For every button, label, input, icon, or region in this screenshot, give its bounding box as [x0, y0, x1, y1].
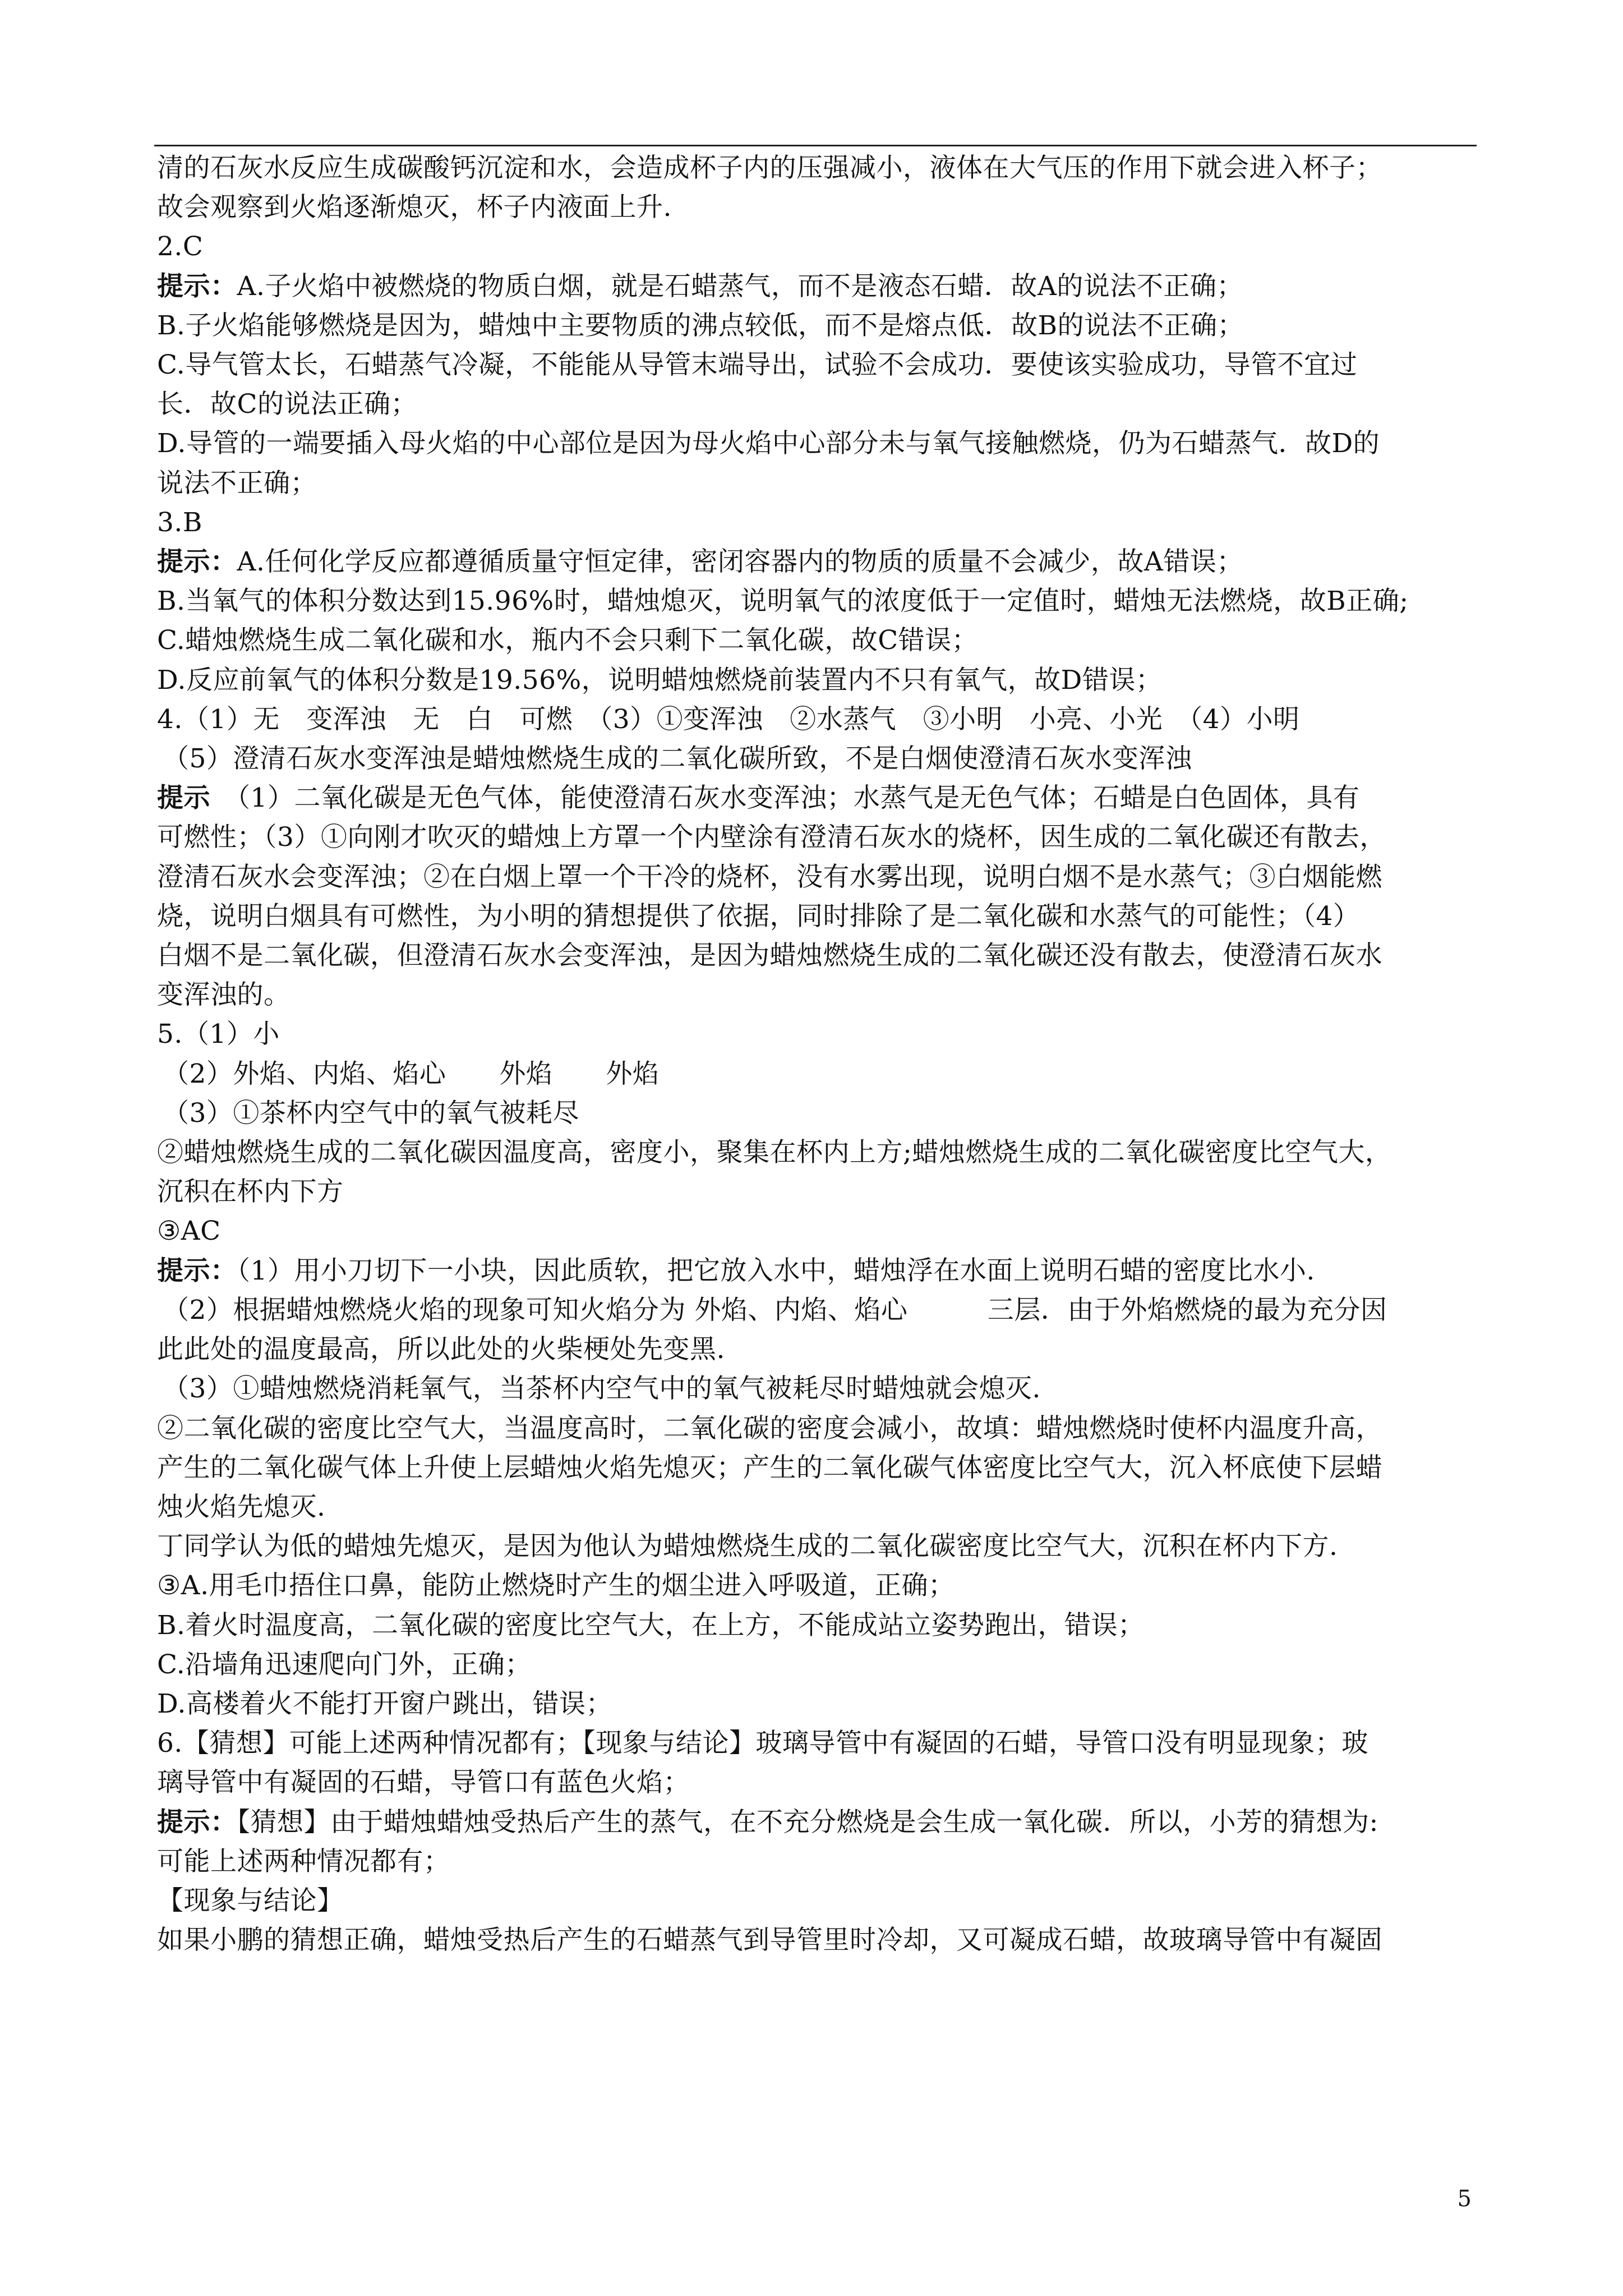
- line-text: （2）外焰、内焰、焰心 外焰 外焰: [163, 1058, 660, 1089]
- text-line: [157, 227, 1475, 266]
- text-line: [157, 1921, 1475, 1960]
- line-text: 白烟不是二氧化碳，但澄清石灰水会变浑浊，是因为蜡烛燃烧生成的二氧化碳还没有散去，使澄清石灰水: [157, 940, 1382, 972]
- line-text: 此此处的温度最高，所以此处的火柴梗处先变黑.: [157, 1334, 725, 1365]
- line-text: D.反应前氧气的体积分数是19.56%，说明蜡烛燃烧前装置内不只有氧气，故D错误；: [157, 664, 1163, 696]
- line-text: 如果小鹏的猜想正确，蜡烛受热后产生的石蜡蒸气到导管里时冷却，又可凝成石蜡，故玻璃导管中有凝固: [157, 1925, 1382, 1956]
- line-text: 【猜想】由于蜡烛蜡烛受热后产生的蒸气，在不充分燃烧是会生成一氧化碳．所以，小芳的猜想为:: [237, 1806, 1378, 1838]
- text-line: [157, 1803, 1475, 1842]
- line-text: ③AC: [157, 1216, 221, 1247]
- hint-label: 提示：: [157, 546, 237, 578]
- answer-text-body: [157, 149, 1475, 1960]
- line-text: 6.【猜想】可能上述两种情况都有；【现象与结论】玻璃导管中有凝固的石蜡，导管口没有明显现象；玻: [157, 1728, 1368, 1759]
- text-line: [157, 779, 1475, 818]
- text-line: [157, 1527, 1475, 1566]
- line-text: （1）用小刀切下一小块，因此质软，把它放入水中，蜡烛浮在水面上说明石蜡的密度比水小.: [237, 1255, 1315, 1286]
- line-text: 5.（1）小: [157, 1019, 280, 1050]
- line-text: B.当氧气的体积分数达到15.96%时，蜡烛熄灭，说明氧气的浓度低于一定值时，蜡烛无法燃烧，故B正确;: [157, 586, 1409, 617]
- text-line: [157, 700, 1475, 739]
- text-line: [157, 1133, 1475, 1172]
- text-line: [157, 1291, 1475, 1330]
- page-number: 5: [1457, 2186, 1472, 2212]
- line-text: （3）①蜡烛燃烧消耗氧气，当茶杯内空气中的氧气被耗尽时蜡烛就会熄灭.: [163, 1373, 1041, 1405]
- line-text: C.导气管太长，石蜡蒸气冷凝，不能能从导管末端导出，试验不会成功．要使该实验成功，导管不宜过: [157, 349, 1358, 381]
- line-text: ③A.用毛巾捂住口鼻，能防止燃烧时产生的烟尘进入呼吸道，正确；: [157, 1570, 955, 1602]
- text-line: [157, 1645, 1475, 1685]
- text-line: [157, 1566, 1475, 1605]
- text-line: [157, 621, 1475, 660]
- text-line: [157, 661, 1475, 700]
- text-line: [157, 897, 1475, 936]
- text-line: [157, 1172, 1475, 1212]
- line-text: 产生的二氧化碳气体上升使上层蜡烛火焰先熄灭；产生的二氧化碳气体密度比空气大，沉入杯底使下层蜡: [157, 1452, 1382, 1483]
- hint-label: 提示：: [157, 1806, 237, 1838]
- text-line: [157, 1409, 1475, 1448]
- text-line: [157, 1055, 1475, 1094]
- line-text: 变浑浊的。: [157, 979, 291, 1011]
- line-text: 璃导管中有凝固的石蜡，导管口有蓝色火焰；: [157, 1767, 690, 1798]
- line-text: 烛火焰先熄灭.: [157, 1491, 326, 1522]
- line-text: ②蜡烛燃烧生成的二氧化碳因温度高，密度小，聚集在杯内上方;蜡烛燃烧生成的二氧化碳密度比空气大，: [157, 1137, 1392, 1168]
- line-text: （2）根据蜡烛燃烧火焰的现象可知火焰分为 外焰、内焰、焰心 三层．由于外焰燃烧的最为充分因: [163, 1294, 1387, 1326]
- line-text: 烧，说明白烟具有可燃性，为小明的猜想提供了依据，同时排除了是二氧化碳和水蒸气的可能性；（4）: [157, 900, 1360, 932]
- line-text: 4.（1）无 变浑浊 无 白 可燃 （3）①变浑浊 ②水蒸气 ③小明 小亮、小光 （4）小明: [157, 703, 1300, 735]
- line-text: 3.B: [157, 507, 202, 538]
- line-text: ②二氧化碳的密度比空气大，当温度高时，二氧化碳的密度会减小，故填：蜡烛燃烧时使杯内温度升高，: [157, 1412, 1382, 1444]
- text-line: [157, 346, 1475, 385]
- text-line: [157, 1488, 1475, 1527]
- line-text: 说法不正确；: [157, 467, 317, 499]
- text-line: [157, 1094, 1475, 1133]
- line-text: 沉积在杯内下方: [157, 1176, 344, 1208]
- text-line: [157, 976, 1475, 1015]
- text-line: [157, 188, 1475, 227]
- line-text: 故会观察到火焰逐渐熄灭，杯子内液面上升.: [157, 192, 672, 223]
- line-text: 清的石灰水反应生成碳酸钙沉淀和水，会造成杯子内的压强减小，液体在大气压的作用下就会进入杯子；: [157, 153, 1382, 183]
- text-line: [157, 1842, 1475, 1881]
- header-rule: [154, 145, 1477, 146]
- line-text: 2.C: [157, 231, 204, 263]
- line-text: C.沿墙角迅速爬向门外，正确；: [157, 1649, 532, 1680]
- text-line: [157, 1763, 1475, 1802]
- text-line: [157, 149, 1475, 188]
- text-line: [157, 306, 1475, 346]
- text-line: [157, 1606, 1475, 1645]
- text-line: [157, 582, 1475, 621]
- line-text: 丁同学认为低的蜡烛先熄灭，是因为他认为蜡烛燃烧生成的二氧化碳密度比空气大，沉积在杯内下方.: [157, 1531, 1338, 1562]
- text-line: [157, 818, 1475, 857]
- line-text: 可能上述两种情况都有；: [157, 1846, 450, 1877]
- text-line: [157, 1212, 1475, 1251]
- text-line: [157, 1251, 1475, 1291]
- line-text: A.子火焰中被燃烧的物质白烟，就是石蜡蒸气，而不是液态石蜡．故A的说法不正确；: [237, 270, 1243, 302]
- text-line: [157, 385, 1475, 424]
- text-line: [157, 1448, 1475, 1488]
- hint-label: 提示: [157, 783, 210, 814]
- text-line: [157, 739, 1475, 779]
- text-line: [157, 1724, 1475, 1763]
- line-text: （3）①茶杯内空气中的氧气被耗尽: [163, 1097, 579, 1129]
- line-text: B.子火焰能够燃烧是因为，蜡烛中主要物质的沸点较低，而不是熔点低．故B的说法不正确；: [157, 310, 1244, 341]
- text-line: [157, 858, 1475, 897]
- text-line: [157, 1881, 1475, 1921]
- line-text: 可燃性；（3）①向刚才吹灭的蜡烛上方罩一个内壁涂有澄清石灰水的烧杯，因生成的二氧化碳还有散去，: [157, 822, 1386, 853]
- text-line: [157, 1369, 1475, 1409]
- text-line: [157, 936, 1475, 976]
- text-line: [157, 424, 1475, 463]
- hint-label: 提示：: [157, 270, 237, 302]
- line-text: 长．故C的说法正确；: [157, 389, 417, 420]
- line-text: 【现象与结论】: [157, 1885, 344, 1916]
- text-line: [157, 503, 1475, 542]
- line-text: 澄清石灰水会变浑浊；②在白烟上罩一个干冷的烧杯，没有水雾出现，说明白烟不是水蒸气；③白烟能燃: [157, 861, 1382, 892]
- line-text: A.任何化学反应都遵循质量守恒定律，密闭容器内的物质的质量不会减少，故A错误；: [237, 546, 1243, 578]
- line-text: （1）二氧化碳是无色气体，能使澄清石灰水变浑浊；水蒸气是无色气体；石蜡是白色固体，具有: [210, 783, 1360, 814]
- text-line: [157, 267, 1475, 306]
- text-line: [157, 1685, 1475, 1724]
- text-line: [157, 542, 1475, 582]
- line-text: B.着火时温度高，二氧化碳的密度比空气大，在上方，不能成站立姿势跑出，错误；: [157, 1609, 1145, 1641]
- text-line: [157, 1330, 1475, 1369]
- line-text: D.导管的一端要插入母火焰的中心部位是因为母火焰中心部分未与氧气接触燃烧，仍为石蜡蒸气．故D的: [157, 428, 1380, 459]
- text-line: [157, 1015, 1475, 1054]
- line-text: （5）澄清石灰水变浑浊是蜡烛燃烧生成的二氧化碳所致，不是白烟使澄清石灰水变浑浊: [163, 743, 1192, 775]
- hint-label: 提示：: [157, 1255, 237, 1286]
- line-text: C.蜡烛燃烧生成二氧化碳和水，瓶内不会只剩下二氧化碳，故C错误；: [157, 625, 979, 656]
- line-text: D.高楼着火不能打开窗户跳出，错误；: [157, 1688, 612, 1719]
- text-line: [157, 464, 1475, 503]
